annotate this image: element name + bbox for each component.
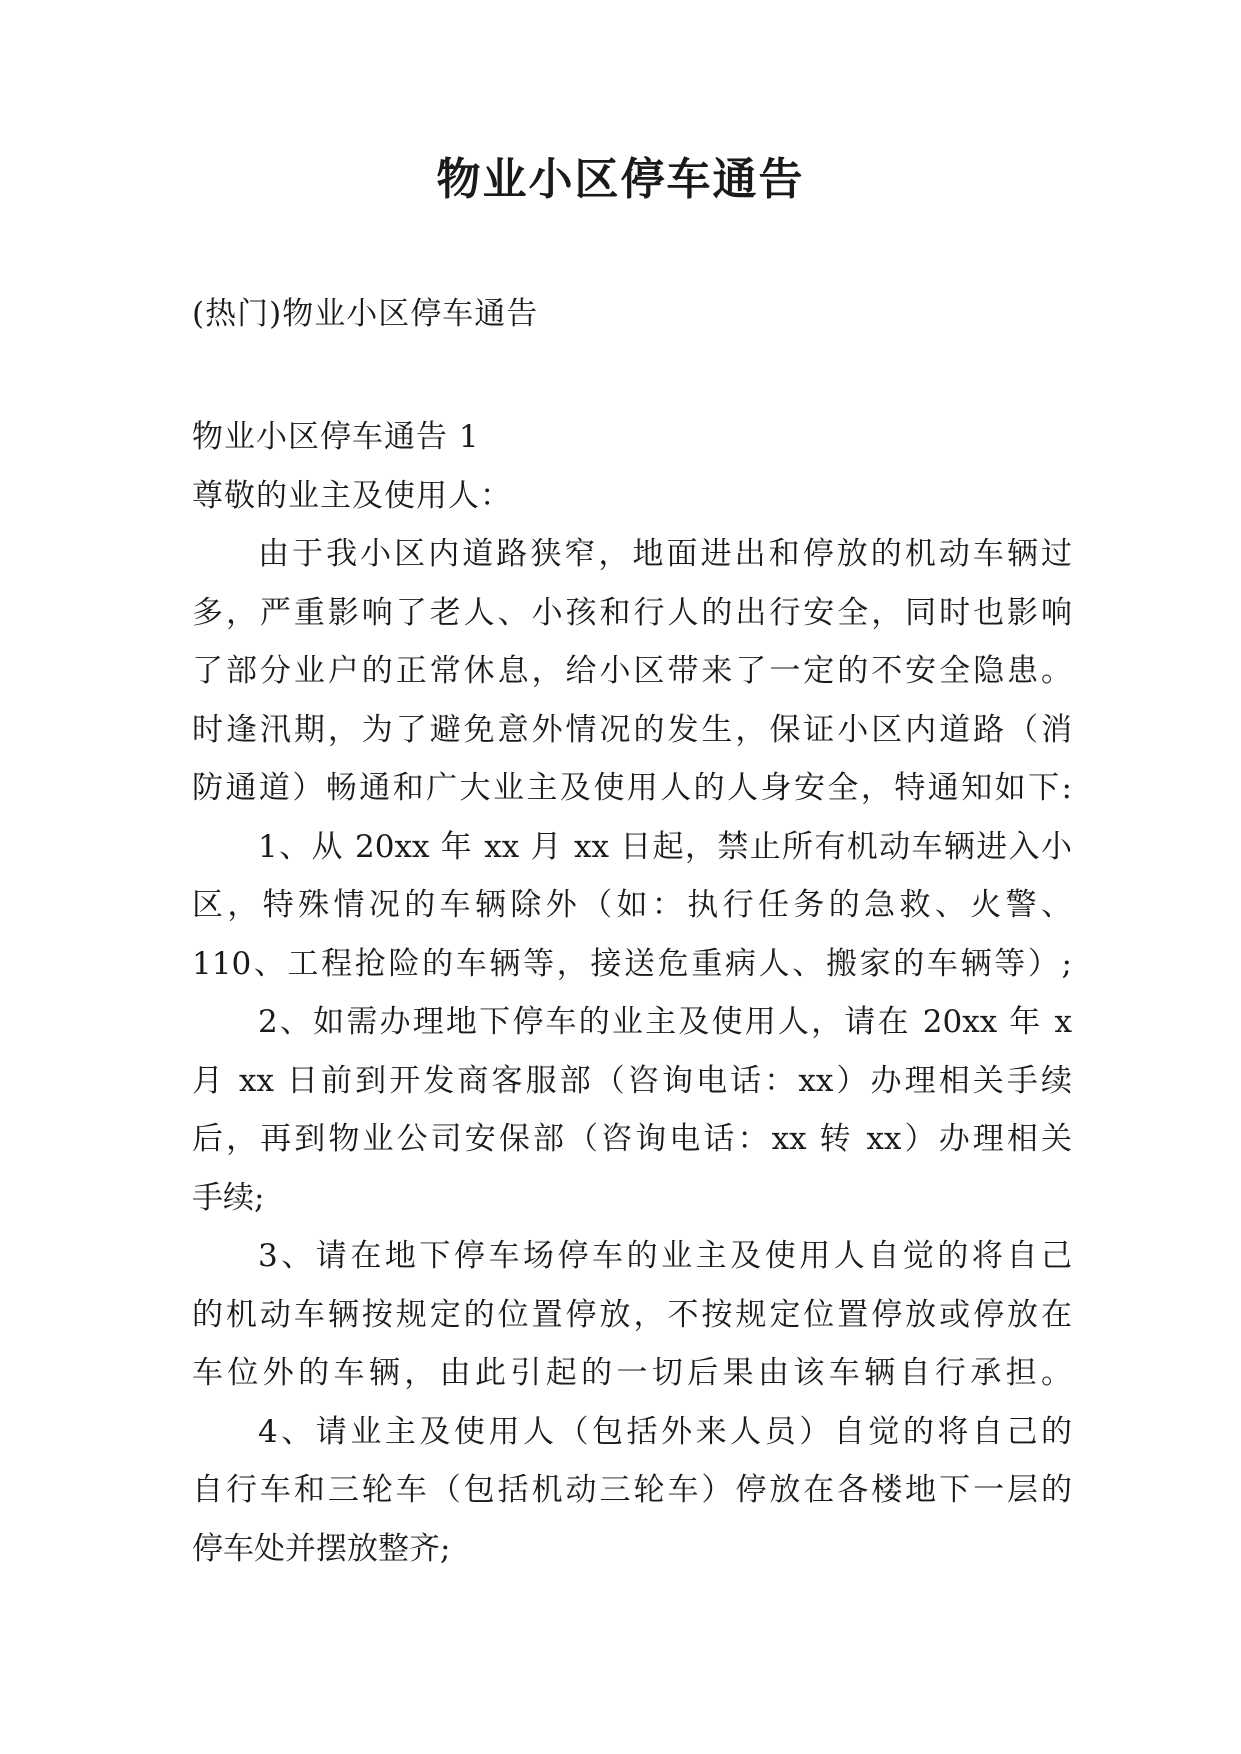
list-item-line: 110、工程抢险的车辆等，接送危重病人、搬家的车辆等）; — [192, 945, 1072, 982]
list-item-line: 的机动车辆按规定的位置停放，不按规定位置停放或停放在 — [192, 1296, 1072, 1333]
list-item-line: 4、请业主及使用人（包括外来人员）自觉的将自己的 — [258, 1413, 1072, 1450]
paragraph-line: 防通道）畅通和广大业主及使用人的人身安全，特通知如下: — [192, 770, 1072, 806]
paragraph-line: 时逢汛期，为了避免意外情况的发生，保证小区内道路（消 — [192, 711, 1072, 748]
list-item-line: 3、请在地下停车场停车的业主及使用人自觉的将自己 — [258, 1238, 1072, 1274]
document-subtitle: (热门)物业小区停车通告 — [192, 296, 539, 332]
document-title: 物业小区停车通告 — [436, 154, 805, 205]
paragraph-line: 多，严重影响了老人、小孩和行人的出行安全，同时也影响 — [192, 594, 1072, 631]
section-heading: 物业小区停车通告 1 — [192, 419, 480, 455]
salutation: 尊敬的业主及使用人： — [192, 477, 512, 514]
list-item-line: 自行车和三轮车（包括机动三轮车）停放在各楼地下一层的 — [192, 1472, 1072, 1508]
paragraph-line: 了部分业户的正常休息，给小区带来了一定的不安全隐患。 — [192, 653, 1072, 689]
list-item-line: 车位外的车辆，由此引起的一切后果由该车辆自行承担。 — [192, 1355, 1072, 1391]
list-item-line: 区，特殊情况的车辆除外（如：执行任务的急救、火警、 — [192, 887, 1072, 923]
list-item-line: 1、从 20xx 年 xx 月 xx 日起，禁止所有机动车辆进入小 — [258, 828, 1072, 865]
paragraph-line: 由于我小区内道路狭窄，地面进出和停放的机动车辆过 — [258, 536, 1072, 572]
list-item-line: 月 xx 日前到开发商客服部（咨询电话：xx）办理相关手续 — [192, 1062, 1072, 1099]
document-body — [192, 408, 1072, 1578]
list-item-line: 后，再到物业公司安保部（咨询电话：xx 转 xx）办理相关 — [192, 1121, 1072, 1157]
list-item-line: 停车处并摆放整齐; — [192, 1530, 451, 1567]
list-item-line: 2、如需办理地下停车的业主及使用人，请在 20xx 年 x — [258, 1004, 1072, 1040]
list-item-line: 手续; — [192, 1179, 265, 1216]
